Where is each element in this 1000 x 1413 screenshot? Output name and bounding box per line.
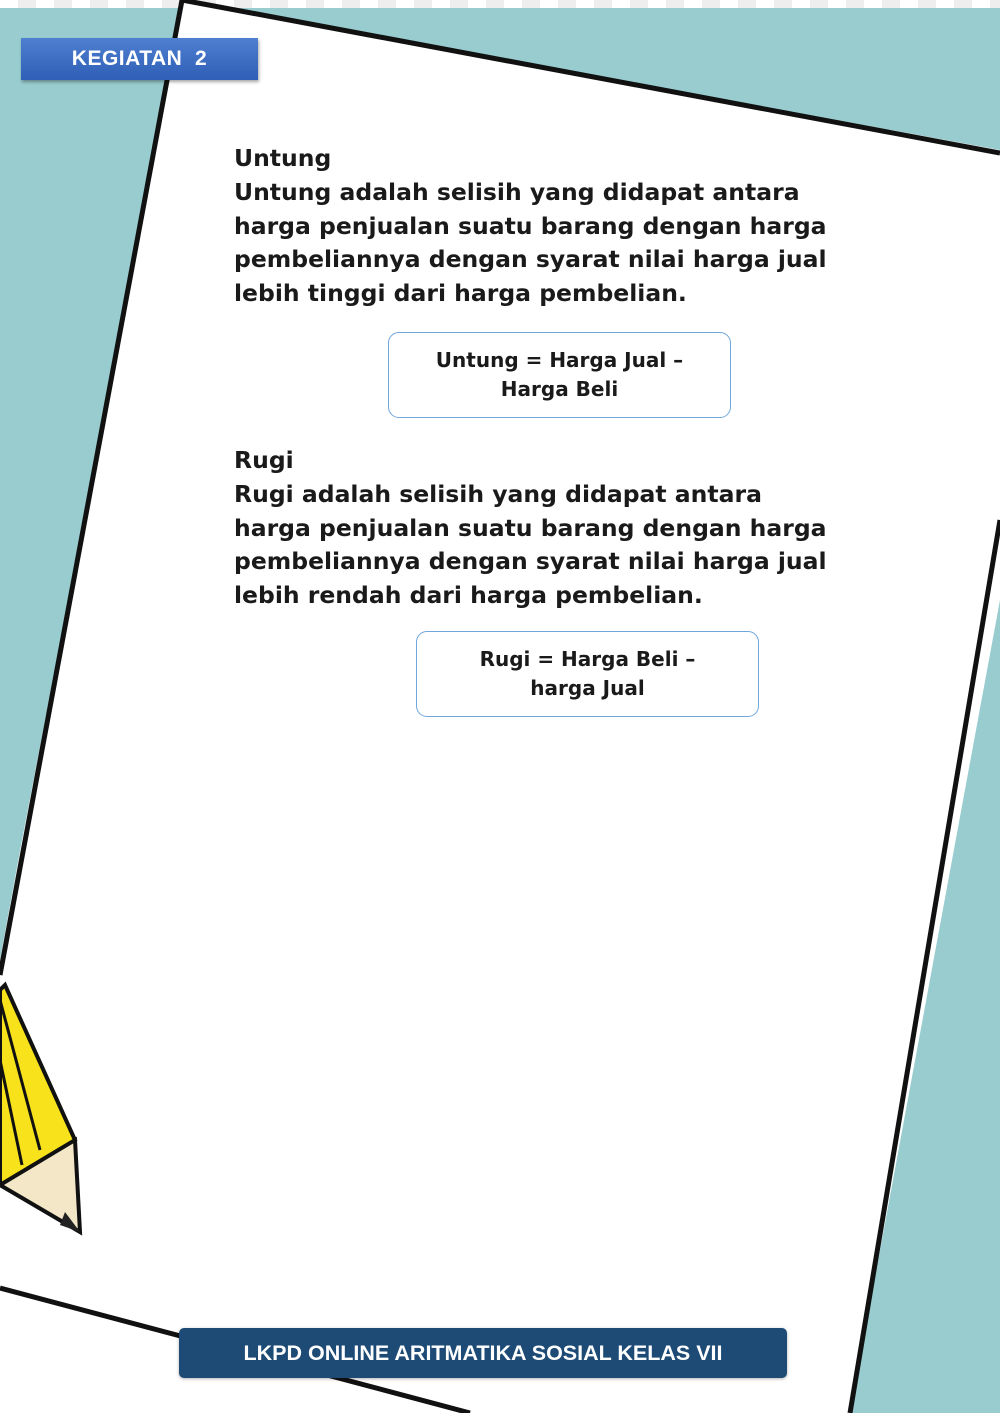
untung-section [234,142,844,311]
untung-formula: Untung = Harga Jual – Harga Beli [435,348,684,401]
untung-definition: Untung adalah selisih yang didapat antara harga penjualan suatu barang dengan harga pembeliannya dengan syarat nilai harga jual lebih tinggi dari harga pembelian. [234,177,827,308]
rugi-definition: Rugi adalah selisih yang didapat antara harga penjualan suatu barang dengan harga pembeliannya dengan syarat nilai harga jual lebih rendah dari harga pembelian. [234,479,827,610]
rugi-section [234,444,844,613]
rugi-title: Rugi [234,446,294,474]
untung-formula-box [388,332,731,418]
activity-tag: KEGIATAN 2 [21,38,258,80]
rugi-formula: Rugi = Harga Beli – harga Jual [479,647,696,700]
footer-label: LKPD ONLINE ARITMATIKA SOSIAL KELAS VII [243,1340,723,1365]
rugi-formula-box [416,631,759,717]
footer-banner [179,1328,787,1378]
untung-title: Untung [234,144,332,172]
